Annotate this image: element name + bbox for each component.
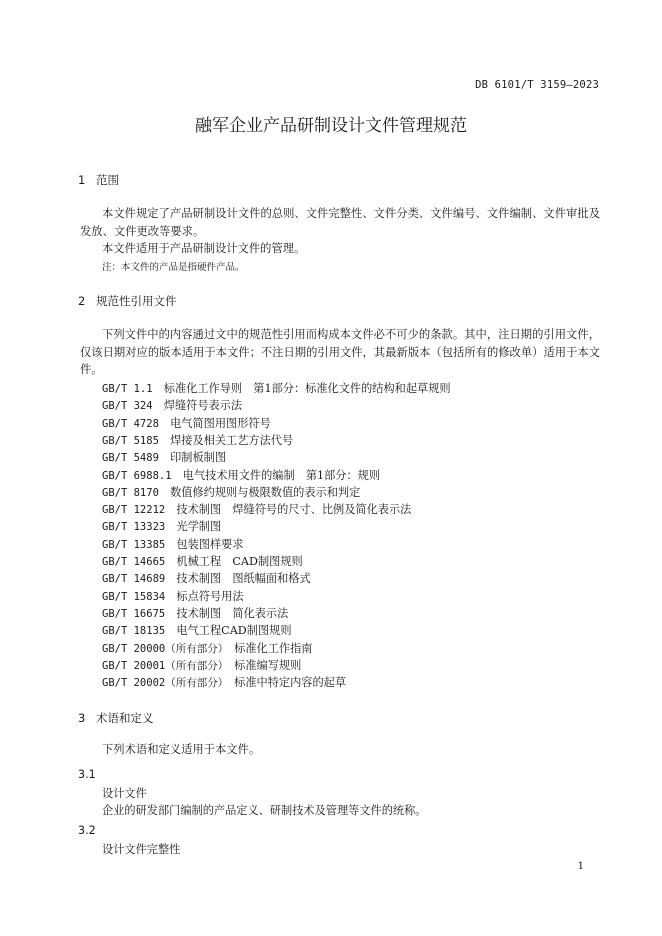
reference-item [102,657,301,673]
section-3-heading [78,710,154,726]
reference-code: GB/T 15834 [102,590,166,603]
section-number: 1 [78,173,86,187]
section-2-heading [78,293,177,309]
reference-title: 电气工程CAD制图规则 [176,624,292,638]
reference-title: 标准化工作指南 [234,641,313,655]
scope-note: 注：本文件的产品是指硬件产品。 [102,262,245,273]
reference-title: 标点符号用法 [176,589,244,603]
reference-code: GB/T 5489 [102,452,159,465]
reference-title: 技术制图 图纸幅面和格式 [176,572,311,586]
scope-paragraph-1: 本文件规定了产品研制设计文件的总则、文件完整性、文件分类、文件编号、文件编制、文件审批及发放、文件更改等要求。 [80,207,600,238]
reference-item [102,674,346,690]
section-title: 范围 [96,173,119,187]
reference-item [102,432,293,448]
reference-item [102,501,411,517]
reference-code: GB/T 20000（所有部分） [102,642,223,655]
reference-item [102,484,360,500]
reference-item [102,553,303,569]
reference-title: 机械工程 CAD制图规则 [176,555,303,568]
term-number: 3.1 [78,768,96,781]
reference-title: 标准中特定内容的起草 [234,676,347,690]
reference-item [102,605,288,621]
reference-code: GB/T 13323 [102,521,166,534]
reference-title: 技术制图 简化表示法 [176,606,289,620]
section-number: 2 [78,294,86,308]
terms-intro: 下列术语和定义适用于本文件。 [102,743,261,756]
reference-title: 标准化工作导则 第1部分：标准化文件的结构和起草规则 [163,382,451,395]
reference-item [102,449,226,465]
section-title: 术语和定义 [96,711,154,725]
reference-title: 标准编写规则 [234,658,302,672]
reference-item [102,640,313,656]
reference-item [102,518,221,534]
reference-code: GB/T 6988.1 [102,469,172,482]
section-title: 规范性引用文件 [96,294,177,308]
term-definition: 企业的研发部门编制的产品定义、研制技术及管理等文件的统称。 [102,804,427,817]
normative-references-intro: 下列文件中的内容通过文中的规范性引用而构成本文件必不可少的条款。其中，注日期的引用文件，仅该日期对应的版本适用于本文件；不注日期的引用文件，其最新版本（包括所有的修改单）适用于本文件。 [80,328,600,376]
scope-paragraph-2: 本文件适用于产品研制设计文件的管理。 [102,242,306,255]
reference-item [102,622,292,638]
section-1-heading [78,172,119,188]
reference-item [102,467,380,483]
reference-title: 技术制图 焊缝符号的尺寸、比例及简化表示法 [176,503,412,517]
reference-code: GB/T 14689 [102,573,166,586]
reference-item [102,380,451,396]
reference-code: GB/T 13385 [102,538,166,551]
reference-code: GB/T 20001（所有部分） [102,659,223,672]
reference-item [102,588,244,604]
document-title: 融军企业产品研制设计文件管理规范 [195,116,467,136]
term-name: 设计文件完整性 [102,843,181,856]
standard-id: DB 6101/T 3159—2023 [475,79,599,91]
page-number: 1 [577,861,584,872]
term-number: 3.2 [78,824,96,837]
reference-code: GB/T 1.1 [102,383,153,395]
reference-code: GB/T 324 [102,400,153,413]
reference-title: 焊缝符号表示法 [163,399,243,413]
reference-title: 包装图样要求 [176,537,244,551]
reference-title: 电气简图用图形符号 [170,416,271,430]
reference-title: 印制板制图 [170,451,227,465]
reference-item [102,397,242,413]
reference-code: GB/T 8170 [102,486,159,499]
reference-code: GB/T 16675 [102,607,166,620]
reference-item [102,415,271,431]
reference-title: 焊接及相关工艺方法代号 [170,433,294,447]
reference-item [102,536,244,552]
reference-code: GB/T 12212 [102,504,166,517]
reference-title: 电气技术用文件的编制 第1部分：规则 [182,468,381,482]
reference-title: 数值修约规则与极限数值的表示和判定 [170,485,361,499]
reference-code: GB/T 14665 [102,556,166,568]
section-number: 3 [78,711,86,725]
reference-code: GB/T 5185 [102,434,159,447]
reference-item [102,570,311,586]
reference-code: GB/T 20002（所有部分） [102,677,223,690]
reference-code: GB/T 4728 [102,417,159,430]
reference-title: 光学制图 [176,520,222,534]
term-name: 设计文件 [102,787,147,800]
reference-code: GB/T 18135 [102,625,166,638]
